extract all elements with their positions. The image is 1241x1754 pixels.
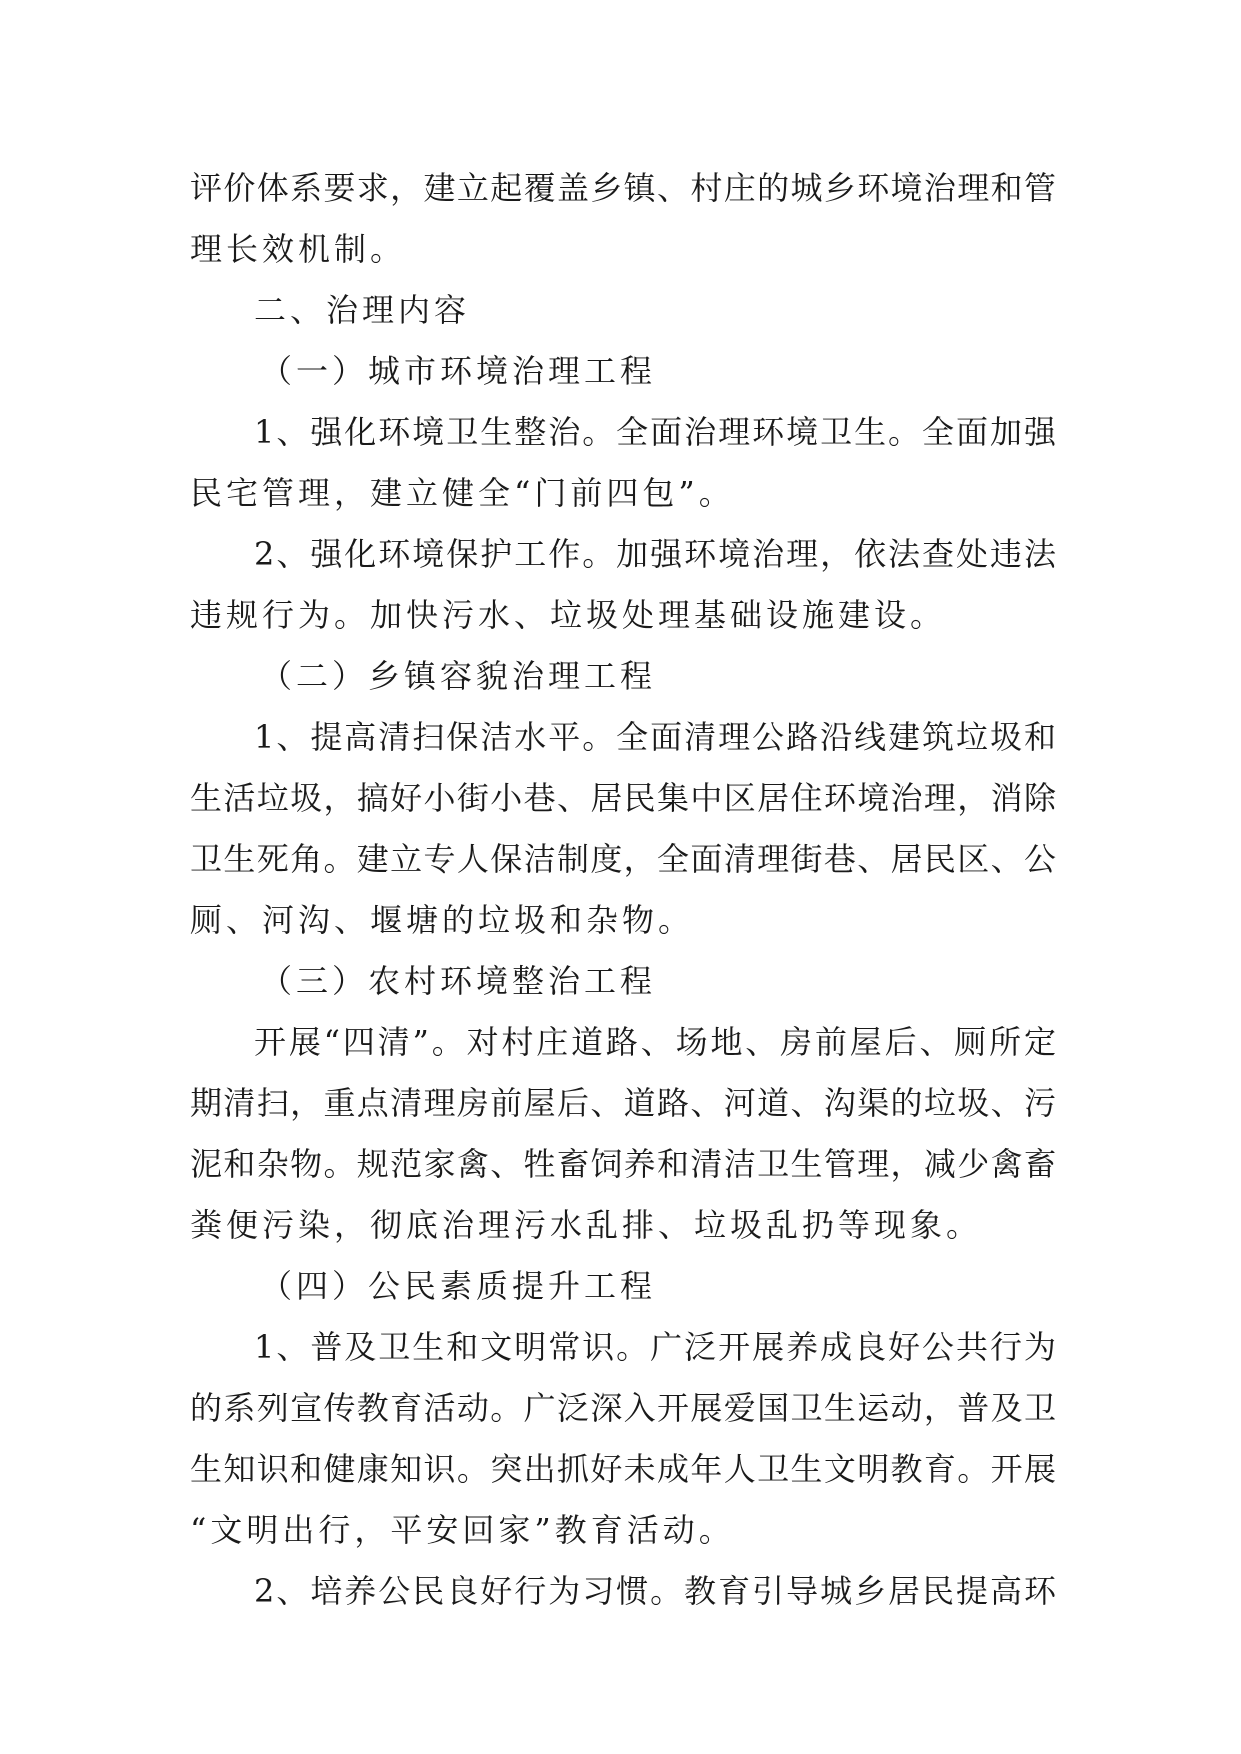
paragraph-line: 生活垃圾，搞好小街小巷、居民集中区居住环境治理，消除 <box>190 779 1056 817</box>
paragraph-line: 期清扫，重点清理房前屋后、道路、河道、沟渠的垃圾、污 <box>190 1084 1056 1122</box>
paragraph-line: 1、普及卫生和文明常识。广泛开展养成良好公共行为 <box>254 1328 1056 1366</box>
subsection-heading: （四）公民素质提升工程 <box>260 1267 657 1305</box>
paragraph-line: 的系列宣传教育活动。广泛深入开展爱国卫生运动，普及卫 <box>190 1389 1056 1427</box>
subsection-heading: （三）农村环境整治工程 <box>260 962 657 1000</box>
paragraph-line: 2、强化环境保护工作。加强环境治理，依法查处违法 <box>254 535 1056 573</box>
paragraph-line: 开展“四清”。对村庄道路、场地、房前屋后、厕所定 <box>254 1023 1056 1061</box>
section-heading: 二、治理内容 <box>254 291 471 329</box>
paragraph-line: 评价体系要求，建立起覆盖乡镇、村庄的城乡环境治理和管 <box>190 169 1056 207</box>
paragraph-line: 2、培养公民良好行为习惯。教育引导城乡居民提高环 <box>254 1572 1056 1610</box>
paragraph-line: 违规行为。加快污水、垃圾处理基础设施建设。 <box>190 596 947 634</box>
paragraph-line: 卫生死角。建立专人保洁制度，全面清理街巷、居民区、公 <box>190 840 1056 878</box>
document-body <box>190 158 1056 1622</box>
subsection-heading: （二）乡镇容貌治理工程 <box>260 657 657 695</box>
paragraph-line: “文明出行，平安回家”教育活动。 <box>190 1511 735 1549</box>
paragraph-line: 厕、河沟、堰塘的垃圾和杂物。 <box>190 901 695 939</box>
paragraph-line: 生知识和健康知识。突出抓好未成年人卫生文明教育。开展 <box>190 1450 1056 1488</box>
paragraph-line: 1、强化环境卫生整治。全面治理环境卫生。全面加强 <box>254 413 1056 451</box>
paragraph-line: 1、提高清扫保洁水平。全面清理公路沿线建筑垃圾和 <box>254 718 1056 756</box>
paragraph-line: 粪便污染，彻底治理污水乱排、垃圾乱扔等现象。 <box>190 1206 983 1244</box>
paragraph-line: 理长效机制。 <box>190 230 407 268</box>
paragraph-line: 泥和杂物。规范家禽、牲畜饲养和清洁卫生管理，减少禽畜 <box>190 1145 1056 1183</box>
subsection-heading: （一）城市环境治理工程 <box>260 352 657 390</box>
paragraph-line: 民宅管理，建立健全“门前四包”。 <box>190 474 735 512</box>
